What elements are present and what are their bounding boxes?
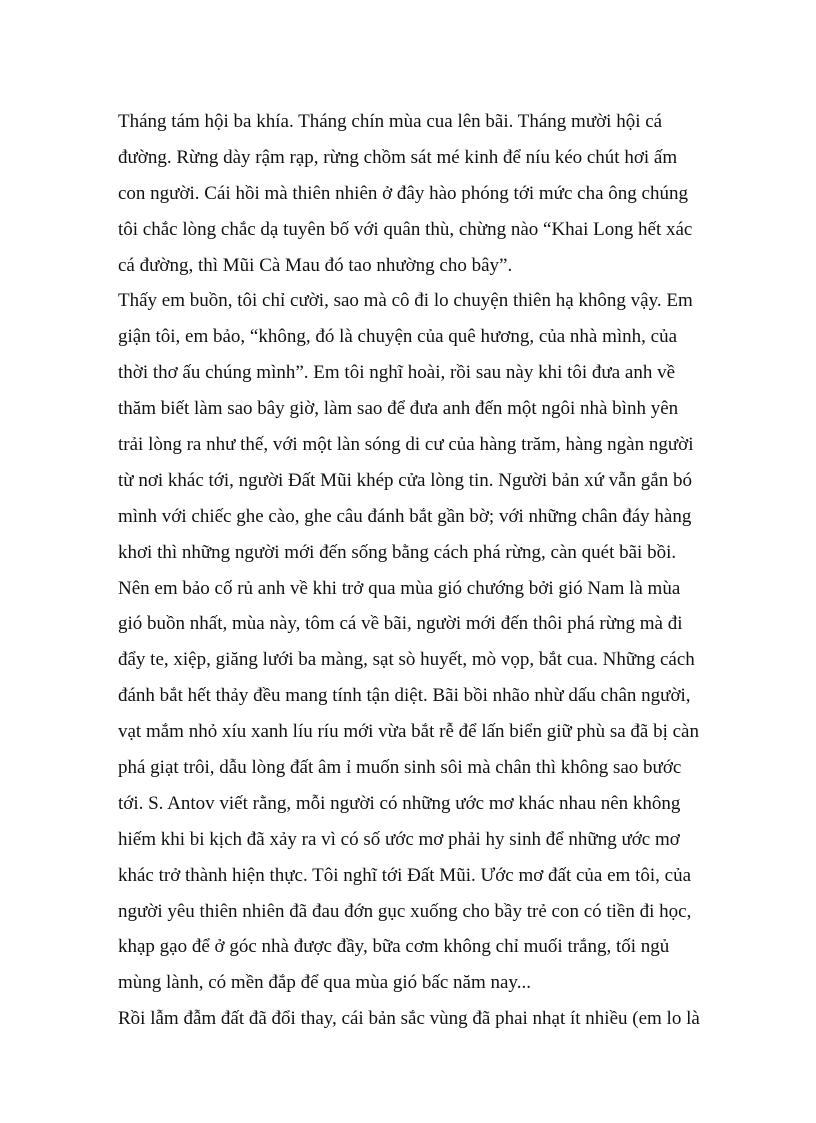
text-line: con người. Cái hồi mà thiên nhiên ở đây hào phóng tới mức cha ông chúng: [118, 182, 688, 204]
text-line: gió buồn nhất, mùa này, tôm cá về bãi, người mới đến thôi phá rừng mà đi: [118, 613, 683, 635]
text-line: phá giạt trôi, dẫu lòng đất âm ỉ muốn sinh sôi mà chân thì không sao bước: [118, 757, 682, 779]
text-line: tới. S. Antov viết rằng, mỗi người có những ước mơ khác nhau nên không: [118, 792, 681, 814]
text-line: khạp gạo để ở góc nhà được đầy, bữa cơm không chỉ muối trắng, tối ngủ: [118, 936, 670, 958]
text-line: mùng lành, có mền đắp để qua mùa gió bấc năm nay...: [118, 972, 531, 994]
text-line: trải lòng ra như thế, với một làn sóng di cư của hàng trăm, hàng ngàn người: [118, 434, 694, 456]
text-line: Tháng tám hội ba khía. Tháng chín mùa cua lên bãi. Tháng mười hội cá: [118, 111, 663, 132]
text-line: đẩy te, xiệp, giăng lưới ba màng, sạt sò huyết, mò vọp, bắt cua. Những cách: [118, 649, 695, 671]
text-line: thăm biết làm sao bây giờ, làm sao để đưa anh đến một ngôi nhà bình yên: [118, 398, 679, 420]
text-line: vạt mắm nhỏ xíu xanh líu ríu mới vừa bắt rễ để lấn biển giữ phù sa đã bị càn: [118, 721, 699, 743]
text-line: đường. Rừng dày rậm rạp, rừng chồm sát mé kinh để níu kéo chút hơi ấm: [118, 146, 678, 168]
text-line: khơi thì những người mới đến sống bằng cách phá rừng, càn quét bãi bồi.: [118, 541, 677, 563]
text-line: Nên em bảo cố rủ anh về khi trở qua mùa gió chướng bởi gió Nam là mùa: [118, 577, 681, 599]
text-line: cá đường, thì Mũi Cà Mau đó tao nhường cho bây”.: [118, 254, 513, 276]
text-line: giận tôi, em bảo, “không, đó là chuyện của quê hương, của nhà mình, của: [118, 326, 678, 348]
text-line: hiếm khi bi kịch đã xảy ra vì có số ước mơ phải hy sinh để những ước mơ: [118, 828, 680, 850]
text-line: Rồi lẫm đẫm đất đã đổi thay, cái bản sắc vùng đã phai nhạt ít nhiều (em lo là: [118, 1008, 700, 1030]
text-line: Thấy em buồn, tôi chỉ cười, sao mà cô đi lo chuyện thiên hạ không vậy. Em: [118, 290, 693, 312]
text-line: người yêu thiên nhiên đã đau đớn gục xuống cho bầy trẻ con có tiền đi học,: [118, 900, 692, 922]
text-line: đánh bắt hết thảy đều mang tính tận diệt. Bãi bồi nhão nhừ dấu chân người,: [118, 685, 691, 707]
text-line: từ nơi khác tới, người Đất Mũi khép cửa lòng tin. Người bản xứ vẫn gắn bó: [118, 469, 692, 491]
text-line: khác trở thành hiện thực. Tôi nghĩ tới Đất Mũi. Ước mơ đất của em tôi, của: [118, 864, 691, 886]
text-line: thời thơ ấu chúng mình”. Em tôi nghĩ hoài, rồi sau này khi tôi đưa anh về: [118, 362, 676, 384]
text-line: tôi chắc lòng chắc dạ tuyên bố với quân thù, chừng nào “Khai Long hết xác: [118, 218, 693, 240]
text-line: mình với chiếc ghe cào, ghe câu đánh bắt gần bờ; với những chân đáy hàng: [118, 505, 692, 527]
body-text: [118, 104, 718, 1037]
